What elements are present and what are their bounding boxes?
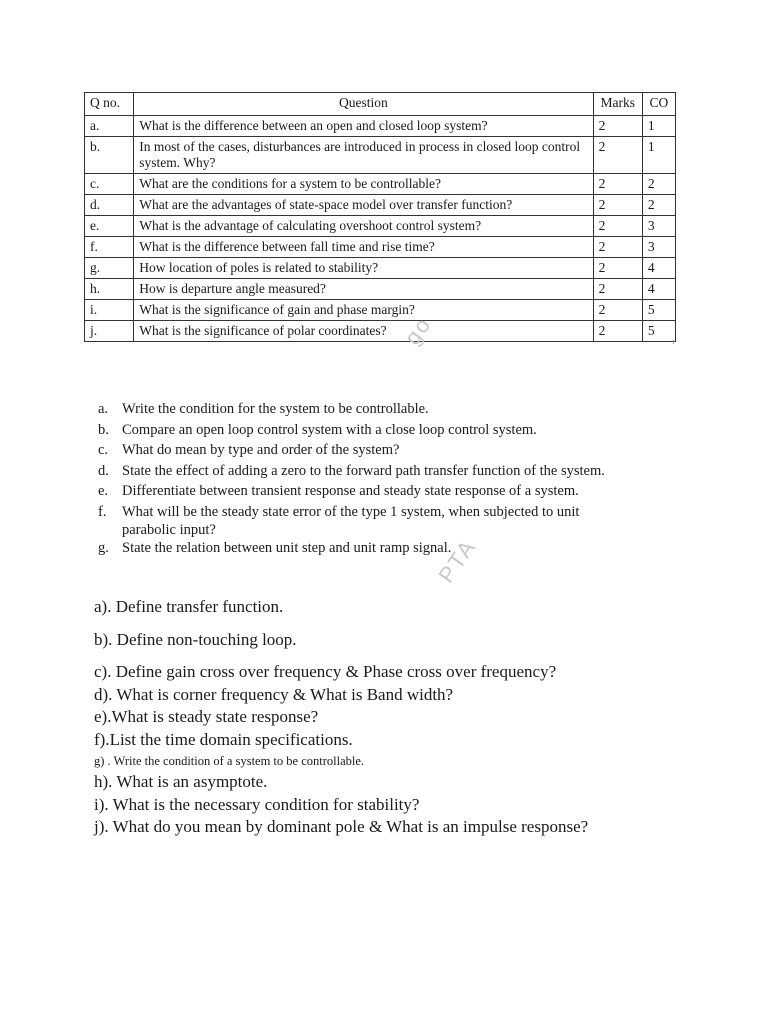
marks-cell: 2: [593, 174, 642, 195]
short-questions-list: [98, 399, 698, 559]
item-text: [122, 538, 698, 559]
item-label: d.: [98, 462, 109, 479]
item-text: [122, 420, 698, 441]
list-item: [98, 399, 698, 420]
question-text: In most of the cases, disturbances are introduced in process in closed loop control system. Why?: [134, 137, 593, 174]
marks-cell: 2: [593, 258, 642, 279]
item-label: b.: [98, 421, 109, 438]
question-number: f.: [85, 237, 134, 258]
co-cell: 1: [642, 116, 675, 137]
item-text: [122, 502, 698, 539]
item-label: f.: [98, 503, 107, 520]
list-item: f).List the time domain specifications.: [94, 729, 353, 749]
list-item: g) . Write the condition of a system to be controllable.: [94, 754, 365, 768]
item-text: [122, 461, 698, 482]
question-number: g.: [85, 258, 134, 279]
question-text: How location of poles is related to stability?: [134, 258, 593, 279]
item-text-line: State the relation between unit step and unit ramp signal.: [122, 540, 452, 556]
table-row: [85, 258, 676, 279]
co-cell: 3: [642, 237, 675, 258]
page-edge-mark: [673, 340, 678, 344]
header-qno: Q no.: [85, 93, 134, 116]
table-row: [85, 174, 676, 195]
table-row: [85, 195, 676, 216]
list-item: [98, 461, 698, 482]
marks-cell: 2: [593, 216, 642, 237]
question-text: What are the conditions for a system to be controllable?: [134, 174, 593, 195]
item-label: g.: [98, 540, 109, 556]
definition-questions-list: [94, 596, 734, 839]
table-row: [85, 116, 676, 137]
question-text: What is the advantage of calculating overshoot control system?: [134, 216, 593, 237]
item-label: a.: [98, 401, 109, 417]
question-number: c.: [85, 174, 134, 195]
marks-cell: 2: [593, 300, 642, 321]
co-cell: 1: [642, 137, 675, 174]
item-text-line: parabolic input?: [122, 522, 216, 538]
marks-cell: 2: [593, 279, 642, 300]
item-text-line: What will be the steady state error of the type 1 system, when subjected to unit: [122, 503, 580, 520]
list-item: a). Define transfer function.: [94, 597, 284, 616]
item-label: e.: [98, 483, 109, 499]
item-text: [122, 481, 698, 502]
header-co: CO: [642, 93, 675, 116]
item-text-line: Differentiate between transient response and steady state response of a system.: [122, 483, 579, 499]
list-item: [98, 502, 698, 539]
co-cell: 5: [642, 321, 675, 342]
item-text-line: Write the condition for the system to be controllable.: [122, 401, 429, 417]
table-row: [85, 300, 676, 321]
question-number: j.: [85, 321, 134, 342]
question-text: How is departure angle measured?: [134, 279, 593, 300]
item-text-line: What do mean by type and order of the system?: [122, 442, 400, 458]
list-item: e).What is steady state response?: [94, 707, 319, 726]
co-cell: 2: [642, 195, 675, 216]
list-item: j). What do you mean by dominant pole & What is an impulse response?: [94, 817, 589, 836]
question-text: What is the significance of polar coordinates?: [134, 321, 593, 342]
co-cell: 5: [642, 300, 675, 321]
question-text: What is the difference between an open and closed loop system?: [134, 116, 593, 137]
table-row: [85, 321, 676, 342]
table-row: [85, 216, 676, 237]
co-cell: 2: [642, 174, 675, 195]
item-label: c.: [98, 442, 109, 458]
item-text-line: State the effect of adding a zero to the forward path transfer function of the system.: [122, 462, 605, 479]
item-text: [122, 399, 698, 420]
watermark-fragment: go: [399, 311, 437, 350]
question-number: a.: [85, 116, 134, 137]
question-number: e.: [85, 216, 134, 237]
list-item: d). What is corner frequency & What is Band width?: [94, 684, 454, 704]
list-item: c). Define gain cross over frequency & Phase cross over frequency?: [94, 662, 557, 681]
list-item: h). What is an asymptote.: [94, 772, 268, 791]
co-cell: 4: [642, 279, 675, 300]
question-text: What is the difference between fall time and rise time?: [134, 237, 593, 258]
co-cell: 4: [642, 258, 675, 279]
question-number: h.: [85, 279, 134, 300]
marks-cell: 2: [593, 321, 642, 342]
header-marks: Marks: [593, 93, 642, 116]
header-question: Question: [134, 93, 593, 116]
list-item: i). What is the necessary condition for stability?: [94, 794, 420, 814]
list-item: [98, 420, 698, 441]
question-text: What are the advantages of state-space model over transfer function?: [134, 195, 593, 216]
item-text: [122, 440, 698, 461]
table-row: [85, 137, 676, 174]
list-item: [98, 440, 698, 461]
watermark-fragment: PTA: [433, 534, 481, 588]
list-item: b). Define non-touching loop.: [94, 629, 297, 649]
list-item: [98, 538, 698, 559]
marks-cell: 2: [593, 137, 642, 174]
co-cell: 3: [642, 216, 675, 237]
item-text-line: Compare an open loop control system with a close loop control system.: [122, 421, 537, 438]
marks-cell: 2: [593, 237, 642, 258]
questions-table: [84, 92, 676, 342]
marks-cell: 2: [593, 195, 642, 216]
table-row: [85, 279, 676, 300]
list-item: [98, 481, 698, 502]
table-header-row: [85, 93, 676, 116]
question-number: b.: [85, 137, 134, 174]
table-row: [85, 237, 676, 258]
question-number: d.: [85, 195, 134, 216]
question-text: What is the significance of gain and phase margin?: [134, 300, 593, 321]
question-number: i.: [85, 300, 134, 321]
marks-cell: 2: [593, 116, 642, 137]
